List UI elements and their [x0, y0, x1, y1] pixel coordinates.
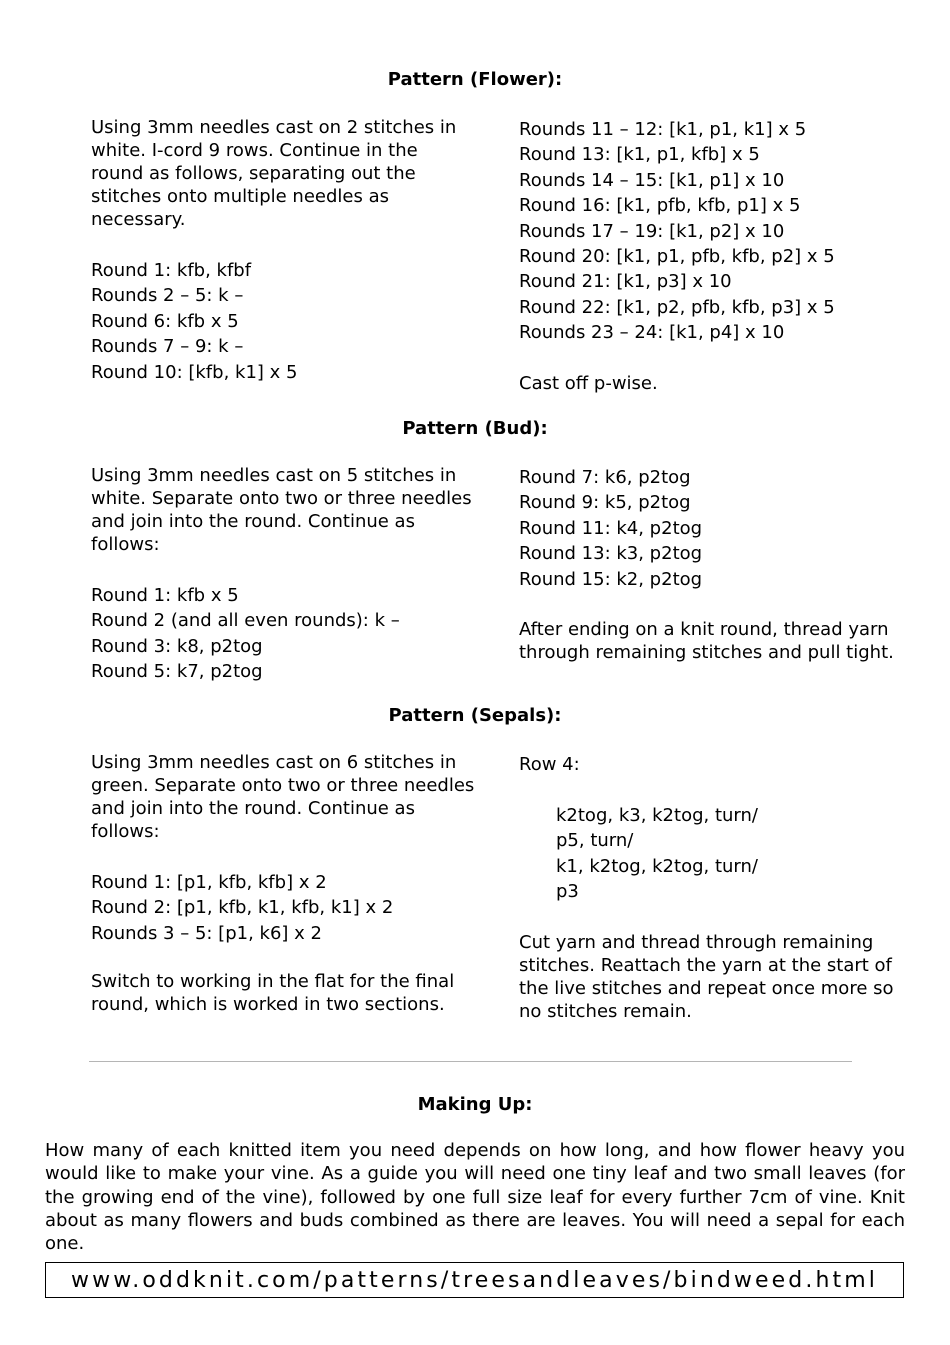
flower-intro-line: stitches onto multiple needles as: [91, 186, 389, 207]
sepals-row-label: Row 4:: [519, 754, 580, 775]
footer-url: www.oddknit.com/patterns/treesandleaves/bindweed.html: [71, 1267, 878, 1293]
sepals-row-step: k2tog, k3, k2tog, turn/: [556, 805, 758, 826]
flower-round: Rounds 11 – 12: [k1, p1, k1] x 5: [519, 119, 807, 140]
flower-round: Round 21: [k1, p3] x 10: [519, 271, 732, 293]
bud-pattern-title: Pattern (Bud):: [402, 418, 548, 439]
making-up-paragraph: How many of each knitted item you need depends on how long, and how flower heavy you would like to make your vine. As a guide you will need one tiny leaf and two small leaves (for the growing end of the vine), followed by one full size leaf for every further 7cm of vine. Knit about as many flowers and buds combined as there are leaves. You will need a sepal for each one.: [45, 1140, 905, 1255]
sepals-note-line: Switch to working in the flat for the final: [91, 971, 455, 993]
flower-round: Rounds 2 – 5: k –: [91, 285, 244, 307]
sepals-finish-line: no stitches remain.: [519, 1000, 692, 1022]
flower-intro-line: Using 3mm needles cast on 2 stitches in: [91, 117, 457, 138]
flower-round: Round 13: [k1, p1, kfb] x 5: [519, 144, 760, 166]
flower-round: Round 10: [kfb, k1] x 5: [91, 361, 298, 383]
bud-round: Round 1: kfb x 5: [91, 585, 239, 606]
footer-url-box: [45, 1262, 904, 1298]
flower-intro-line: necessary.: [91, 209, 186, 230]
flower-round: Rounds 17 – 19: [k1, p2] x 10: [519, 220, 785, 242]
bud-round: Round 15: k2, p2tog: [519, 568, 703, 590]
bud-finish-line: through remaining stitches and pull tight.: [519, 642, 894, 664]
bud-right-column: [519, 465, 894, 664]
sepals-finish-line: the live stitches and repeat once more so: [519, 977, 894, 999]
flower-right-column: [519, 117, 835, 396]
sepals-note-line: round, which is worked in two sections.: [91, 994, 445, 1016]
bud-finish-line: After ending on a knit round, thread yarn: [519, 619, 889, 641]
making-up-title: Making Up:: [417, 1094, 533, 1115]
bud-round: Round 11: k4, p2tog: [519, 517, 703, 539]
flower-intro-line: round as follows, separating out the: [91, 163, 416, 184]
flower-round: Round 16: [k1, pfb, kfb, p1] x 5: [519, 195, 801, 217]
sepals-intro-line: follows:: [91, 821, 160, 842]
flower-intro-line: white. I-cord 9 rows. Continue in the: [91, 140, 418, 161]
sepals-intro-line: green. Separate onto two or three needles: [91, 775, 475, 796]
sepals-intro-line: and join into the round. Continue as: [91, 798, 415, 819]
flower-pattern-title: Pattern (Flower):: [387, 69, 563, 90]
sepals-round: Round 2: [p1, kfb, k1, kfb, k1] x 2: [91, 897, 394, 919]
sepals-row-step: p5, turn/: [556, 830, 634, 852]
flower-round: Round 6: kfb x 5: [91, 310, 239, 332]
bud-left-column: [91, 464, 472, 685]
flower-left-column: [91, 116, 456, 385]
sepals-round: Round 1: [p1, kfb, kfb] x 2: [91, 872, 327, 893]
flower-round: Rounds 14 – 15: [k1, p1] x 10: [519, 169, 785, 191]
sepals-intro-line: Using 3mm needles cast on 6 stitches in: [91, 752, 457, 773]
bud-round: Round 13: k3, p2tog: [519, 543, 703, 565]
sepals-finish-line: Cut yarn and thread through remaining: [519, 931, 874, 953]
bud-round: Round 3: k8, p2tog: [91, 635, 263, 657]
flower-cast-off: Cast off p-wise.: [519, 372, 658, 394]
bud-intro-line: Using 3mm needles cast on 5 stitches in: [91, 465, 457, 486]
bud-intro-line: follows:: [91, 534, 160, 555]
sepals-finish-line: stitches. Reattach the yarn at the start of: [519, 954, 892, 976]
bud-intro-line: and join into the round. Continue as: [91, 511, 415, 532]
sepals-right-column: [519, 752, 894, 1023]
sepals-row-step: k1, k2tog, k2tog, turn/: [556, 855, 758, 877]
flower-round: Rounds 7 – 9: k –: [91, 336, 244, 358]
flower-round: Rounds 23 – 24: [k1, p4] x 10: [519, 322, 785, 344]
sepals-left-column: [91, 751, 474, 1016]
bud-round: Round 2 (and all even rounds): k –: [91, 610, 400, 632]
section-divider: [89, 1061, 852, 1062]
bud-round: Round 7: k6, p2tog: [519, 467, 691, 488]
bud-round: Round 5: k7, p2tog: [91, 661, 263, 683]
flower-round: Round 20: [k1, p1, pfb, kfb, p2] x 5: [519, 246, 835, 268]
sepals-row-step: p3: [556, 881, 579, 903]
sepals-pattern-title: Pattern (Sepals):: [388, 705, 562, 726]
bud-intro-line: white. Separate onto two or three needles: [91, 488, 472, 509]
bud-round: Round 9: k5, p2tog: [519, 492, 691, 514]
flower-round: Round 1: kfb, kfbf: [91, 260, 252, 281]
flower-round: Round 22: [k1, p2, pfb, kfb, p3] x 5: [519, 296, 835, 318]
sepals-round: Rounds 3 – 5: [p1, k6] x 2: [91, 922, 322, 944]
